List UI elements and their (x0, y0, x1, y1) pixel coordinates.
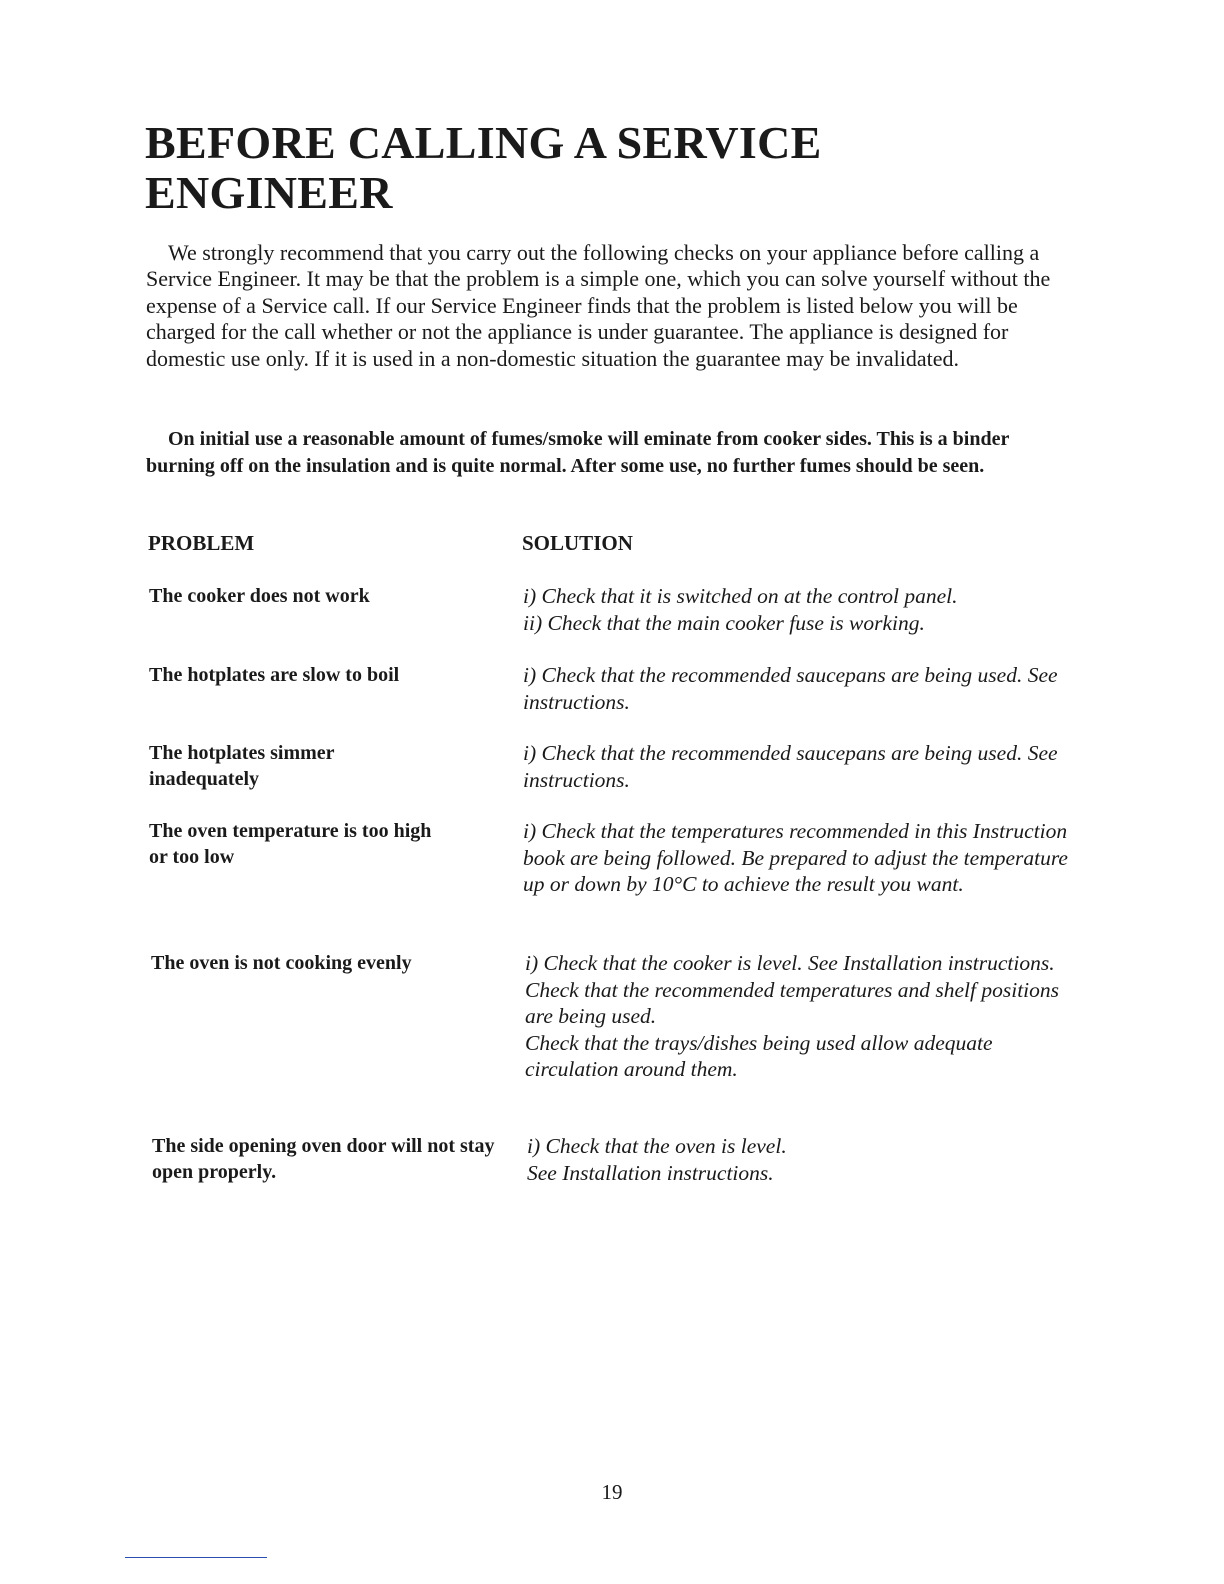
page-title: BEFORE CALLING A SERVICE ENGINEER (145, 117, 822, 218)
solution-text (525, 950, 1085, 1083)
solution-line: i) Check that the temperatures recommended in this Instruction book are being followed. Be prepared to adjust the temperature up or down by 10°C to achieve the result you want. (523, 819, 1068, 896)
intro-paragraph: We strongly recommend that you carry out the following checks on your appliance before calling a Service Engineer. It may be that the problem is a simple one, which you can solve yourself without the expense of a Service call. If our Service Engineer finds that the problem is listed below you will be charged for the call whether or not the appliance is under guarantee. The appliance is designed for domestic use only. If it is used in a non-domestic situation the guarantee may be invalidated. (146, 240, 1051, 371)
fumes-notice: On initial use a reasonable amount of fumes/smoke will eminate from cooker sides. This is a binder burning off on the insulation and is quite normal. After some use, no further fumes should be seen. (146, 428, 1009, 477)
solution-text (523, 662, 1063, 715)
problem-text: The side opening oven door will not stay open properly. (152, 1135, 495, 1183)
problem-text: The hotplates simmer inadequately (149, 742, 335, 790)
page-number: 19 (601, 1480, 623, 1504)
solution-column-header: SOLUTION (522, 531, 633, 555)
solution-line: i) Check that the recommended saucepans are being used. See instructions. (523, 741, 1058, 792)
solution-text (523, 583, 1083, 636)
solution-text (527, 1133, 1087, 1186)
problem-text: The cooker does not work (149, 585, 370, 607)
solution-text (523, 740, 1063, 793)
solution-line: ii) Check that the main cooker fuse is working. (523, 610, 925, 635)
problem-text: The hotplates are slow to boil (149, 664, 400, 686)
problem-text: The oven is not cooking evenly (151, 952, 412, 974)
solution-line: See Installation instructions. (527, 1160, 774, 1185)
solution-line: i) Check that the oven is level. (527, 1134, 787, 1158)
solution-line: i) Check that the cooker is level. See Installation instructions. (525, 951, 1055, 975)
solution-line: Check that the trays/dishes being used allow adequate circulation around them. (525, 1030, 993, 1081)
problem-column-header: PROBLEM (148, 531, 255, 555)
solution-line: i) Check that the recommended saucepans are being used. See instructions. (523, 663, 1058, 714)
footer-rule (125, 1557, 267, 1558)
solution-line: i) Check that it is switched on at the control panel. (523, 584, 958, 608)
solution-line: Check that the recommended temperatures and shelf positions are being used. (525, 977, 1060, 1028)
solution-text (523, 818, 1083, 898)
problem-text: The oven temperature is too high or too low (149, 820, 432, 868)
